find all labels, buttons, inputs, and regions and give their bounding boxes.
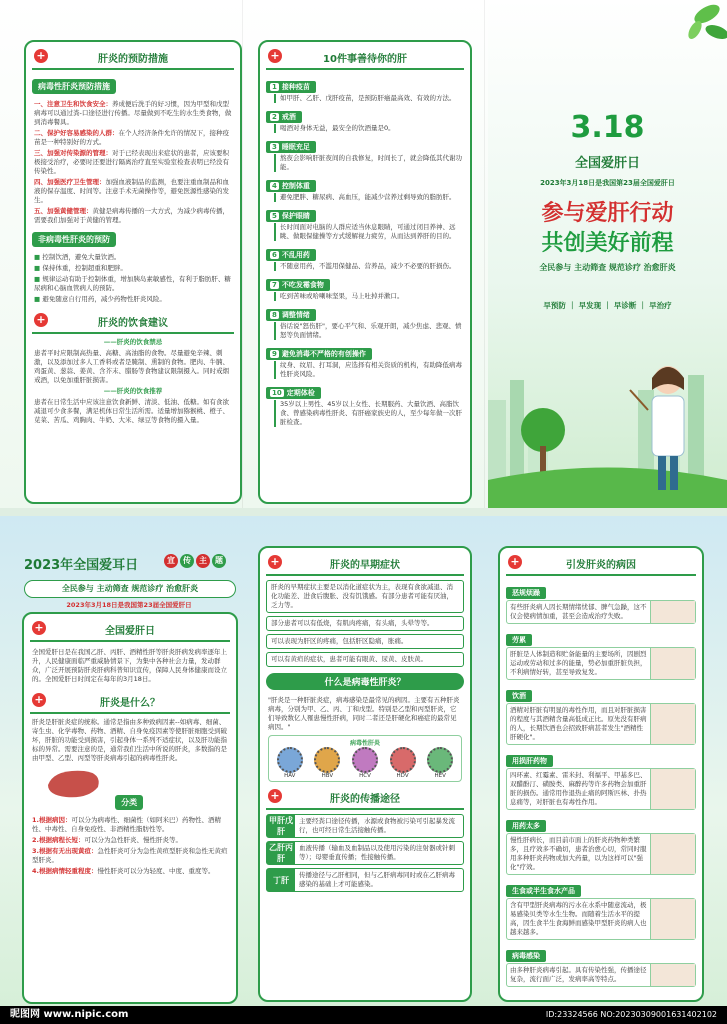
virus-row [271,747,459,779]
care-item-text: 喝酒对身体无益，最安全的饮酒量是0。 [274,124,462,133]
bullet-icon: ■ [34,264,43,272]
medical-cross-icon: + [34,49,48,63]
bullet-icon: ■ [34,275,43,283]
care-item-number: 10 [272,389,282,397]
care-item-heading [266,180,316,192]
panel-title: + 肝炎的早期症状 [266,552,464,576]
cause-row [506,600,696,624]
cause-list [500,580,702,987]
viral-hepatitis-description: "肝炎是一种肝脏炎症，病毒感染是最常见的病因。主要有五种肝炎病毒，分别为甲、乙、丙、丁和戊型。特别是乙型和丙型肝炎，它们导致数亿人罹患慢性肝病，同时二者还是肝硬化和癌症的最常见病因。" [268,696,460,731]
cause-text: 四环素、红霉素、雷米封、利福平、甲基多巴、双醋酚汀、磺胺类、麻醉药等许多药物会加重肝脏的损伤。通常用作退热止痛的阿斯匹林、扑热息痛等，对肝脏也有毒性作用。 [510,771,647,806]
classification-text: 可以分为病毒性、细菌性（如阿米巴）药物性、酒精性、中毒性、自身免疫性、非酒精性脂肪性等。 [32,816,221,833]
classification-text: 慢性肝炎可以分为轻度、中度、重度等。 [97,867,215,875]
care-item-number: 5 [272,212,277,220]
virus-label: HDV [396,773,409,779]
panel-title: + 引发肝炎的病因 [506,552,696,576]
date-title: 3.18 [570,110,645,145]
cause-heading: 用药太多 [506,820,546,832]
care-item-title: 不乱用药 [281,251,310,259]
prevention-item-heading: 三、加强对传染源的管理： [34,149,112,157]
badge-char: 主 [196,554,210,568]
care-item-heading [266,387,321,399]
medical-cross-icon: + [508,555,522,569]
section-title: + 全国爱肝日 [30,618,230,642]
prevention-item-heading: 四、加强医疗卫生管理： [34,178,106,186]
fold-line [242,0,243,508]
care-item-text: 不随意用药，不滥用保健品、营养品，减少不必要的肝损伤。 [274,262,462,271]
theme-badge [164,554,226,568]
virus-icon [314,747,340,773]
care-list [260,74,470,427]
cause-illustration [650,899,695,939]
section-heading: 非病毒性肝炎的预防 [32,232,116,247]
symptom-list [260,580,470,667]
cause-text: 肝脏是人体制造和贮备能量的主要场所，因剧烈运动或劳动和过多的能量，势必加重肝脏负担，不利病情好转，甚至导致复发。 [510,650,647,676]
care-item-text: 长时间面对电脑的人群应适当休息眼睛，可通过闭目养神、远眺、做眼保健操等方式缓解视力疲劳，从而达到养肝的目的。 [274,223,462,241]
cause-row [506,898,696,940]
care-item-heading [266,141,316,153]
medical-cross-icon: + [32,621,46,635]
classification-item [32,867,228,876]
theme-bar: 全民参与 主动筛查 规范诊疗 治愈肝炎 [24,580,236,598]
badge-char: 传 [180,554,194,568]
watermark-bar [0,1006,727,1024]
prevention-item [34,207,232,225]
badge-char: 宣 [164,554,178,568]
diet-subheading: ——肝炎的饮食推荐 [103,387,163,395]
care-item-text: 俗话说"怒伤肝"，要心平气和、乐观开朗，减少焦虑、悲观、愤怒等负面情绪。 [274,322,462,340]
classification-item [32,836,228,845]
cause-illustration [650,834,695,874]
nonviral-item-text: 规律运动有助于控制体重，增加胰岛素敏感性，有利于脂肪肝、糖尿病和心脑血管病人的预防。 [34,275,231,292]
cause-row [506,703,696,745]
slogan-line-1: 参与爱肝行动 [541,201,674,226]
care-item-heading [266,279,330,291]
virus-icon [277,747,303,773]
prevention-item-text: 在个人经济条件允许的情况下，接种疫苗是一种特别好的方式。 [34,129,229,146]
classification-text: 急性肝炎可分为急性黄疸型肝炎和急性无黄疸型肝炎。 [32,847,228,864]
cause-heading: 病毒感染 [506,950,546,962]
cause-illustration [650,704,695,744]
virus-box [268,735,462,782]
cause-illustration [650,769,695,809]
cause-text: 有些肝炎病人因长期情绪忧郁、脾气急躁，这不仅会使病情加重，甚至会造成治疗失败。 [510,603,647,620]
virus-item [352,747,378,779]
panel-title: + 肝炎的预防措施 [32,46,234,70]
classification-item [32,816,228,834]
theme-line: 全民参与 主动筛查 规范诊疗 治愈肝炎 [539,263,676,272]
nonviral-item-text: 控制饮酒，避免大量饮酒。 [42,253,121,261]
cover-panel [488,0,727,508]
classification-heading: 4.根据病情轻重程度： [32,867,98,875]
route-row [266,841,464,865]
virus-item [277,747,303,779]
virus-label: HAV [284,773,296,779]
route-row [266,814,464,838]
route-key: 丁肝 [267,869,295,891]
leaf-decoration-icon [667,0,727,60]
care-item-heading [266,210,316,222]
nonviral-item-text: 避免随意自行用药，减少药物性肝炎风险。 [42,295,166,303]
virus-icon [390,747,416,773]
medical-cross-icon: + [34,313,48,327]
badge-char: 题 [212,554,226,568]
care-item-heading [266,81,316,93]
care-item-text: 纹身、纹眉、打耳洞，应选择有相关资质的机构，有助降低病毒性肝炎风险。 [274,361,462,379]
route-text: 血液传播（输血及血制品以及使用污染的注射器或针刺等）；母婴垂直传播；性接触传播。 [299,844,455,861]
care-item-title: 调整情绪 [281,311,310,319]
cause-item [506,627,696,680]
fold-line [484,0,485,508]
cause-item [506,748,696,810]
nonviral-item [34,264,232,273]
cause-text: 含有甲型肝炎病毒的污水在水系中随意流动，极易感染贝类等水生生物。而随着生活水平的提高，因生食半生食海鲜而感染甲型肝炎的病人也越来越多。 [510,901,647,936]
care-item-title: 控制体重 [281,182,310,190]
date-line: 2023年3月18日是我国第23届全国爱肝日 [66,601,192,609]
panel-title: + 肝炎的饮食建议 [32,310,234,334]
prevention-item-heading: 五、加强黄健管理： [34,207,93,215]
intro-content [22,612,238,1004]
care-item-text: 35岁以上男性、45岁以上女性、长期服药、大量饮酒、高脂饮食、曾感染病毒性肝炎、有肝癌家族史的人，至少每年做一次肝脏检查。 [274,400,462,427]
classification-text: 可以分为急性肝炎、慢性肝炎等。 [84,836,182,844]
day-title: 全国爱肝日 [574,156,640,171]
brochure-inside [0,516,727,1006]
bullet-icon: ■ [34,253,43,261]
care-item-title: 戒酒 [281,113,296,121]
liver-care-panel [258,40,472,504]
care-item-number: 1 [272,83,277,91]
cause-heading: 生食或半生食水产品 [506,885,581,897]
cause-row [506,647,696,680]
medical-cross-icon: + [268,555,282,569]
virus-label: HBV [321,773,334,779]
cause-heading: 恶规烦躁 [506,587,546,599]
care-item-text: 避免肥胖、糖尿病、高血压，能减少营养过剩导致的脂肪肝。 [274,193,462,202]
classification-heading: 2.根据病程长短： [32,836,85,844]
diet-text: 患者平时应限制高热量、高糖、高油脂的食物。尽量避免辛辣、刺激，以及添加过多人工香料或者是腌制、熏制的食物。肥肉、牛腩、鸡蛋黄、葱蒜、姜黄、含芥末、腊肠等食物建议限制摄入。同时戒烟戒酒，以免加重肝脏损害。 [34,349,229,384]
liver-illustration [44,765,104,805]
care-item-heading [266,309,316,321]
prevention-item-text: 黄健是病毒传播的一大方式，为减少病毒传播，需要我们加强对于黄健的管理。 [34,207,229,224]
care-item-title: 避免消毒不严格的有创操作 [281,350,366,358]
panel-title: + 肝炎的传播途径 [266,786,464,810]
cause-heading: 劳累 [506,634,532,646]
cause-row [506,768,696,810]
virus-label: HEV [434,773,446,779]
prevention-item [34,129,232,147]
diet-text: 患者在日常生活中应该注意饮食新鲜、清淡、低油、低糖。如有食欲减退可少食多餐，满足机体日常生活所需。适量增加猕猴桃、橙子、苋菜、苦瓜、鸡胸肉、牛奶、大米、绿豆等食物的摄入量。 [34,398,229,424]
bullet-icon: ■ [34,295,43,303]
prevention-item-text: 对于已经表现出来症状的患者，应该要积极接受治疗，必要时还要进行隔离治疗直至实验室检查表明已经没有传染性。 [34,149,229,175]
panel-title: + 10件事善待你的肝 [266,46,464,70]
care-item-text: 吃到苦味或哈喇味坚果，马上吐掉并漱口。 [274,292,462,301]
viral-prevention-list [26,100,240,225]
virus-item [314,747,340,779]
care-item-title: 接种疫苗 [281,83,310,91]
cause-item [506,813,696,875]
route-key: 甲肝戊肝 [269,816,293,836]
aiganri-description: 全国爱肝日是在我国乙肝、丙肝、酒精性肝等肝炎肝病发病率逐年上升，人民健康面临严重威胁情景下，为集中各种社会力量，发动群众，广泛开展预防肝炎肝病科普知识宣传，保障人民身体健康而设立的。全国爱肝日时间定在每年的3月18日。 [32,648,227,683]
route-key: 乙肝丙肝 [269,843,293,863]
care-item-number: 3 [272,143,277,151]
nonviral-item [34,253,232,262]
prevention-item [34,178,232,205]
symptoms-panel [258,546,472,1002]
nonviral-item [34,275,232,293]
cause-illustration [650,964,695,986]
cause-heading: 用损肝药物 [506,755,553,767]
virus-icon [427,747,453,773]
route-list [260,814,470,892]
cause-text: 慢性肝病长，而目前市面上的肝炎药物种类繁多，且疗效多不确切，患者治愈心切，常同时服用多种肝炎药物或加大药量，以为这样可以"强化"疗效。 [510,836,647,871]
medical-cross-icon: + [32,693,46,707]
virus-item [390,747,416,779]
cause-item [506,580,696,624]
route-text: 传播途径与乙肝相同，但与乙肝病毒同时或在乙肝病毒感染的基础上才可能感染。 [299,871,455,888]
year-title: 2023年全国爱耳日 [24,558,139,573]
classification-heading: 3.根据有无出现黄疸： [32,847,98,855]
cause-illustration [650,648,695,679]
care-item-number: 6 [272,251,277,259]
care-item-heading [266,111,302,123]
cause-row [506,963,696,987]
prevention-item-heading: 二、保护好容易感染的人群： [34,129,119,137]
four-early-line: 早预防 ｜ 早发现 ｜ 早诊断 ｜ 早治疗 [543,301,672,310]
care-item-number: 8 [272,311,277,319]
classification-list [24,816,236,876]
care-item-heading [266,249,316,261]
doctor-illustration [628,360,708,500]
virus-icon [352,747,378,773]
cause-illustration [650,601,695,623]
route-text: 主要经粪口途径传播，水源或食物被污染可引起暴发流行，也可经日常生活接触传播。 [299,817,455,834]
page-gap [0,508,727,516]
nonviral-item-text: 保持体重，控制超重和肥胖。 [42,264,127,272]
care-item-text: 熬夜会影响肝脏夜间的自我修复，时间长了，就会降低其代谢功能。 [274,154,462,172]
care-item-title: 保护眼睛 [281,212,310,220]
slogan-line-2: 共创美好前程 [541,231,674,256]
cause-row [506,833,696,875]
prevention-item-text: 加强血液制品的监测，也要注重血制品和血液的保存温度、时间等。注意手术无菌操作等，避免医源性感染的发生。 [34,178,229,204]
cause-heading: 饮酒 [506,690,532,702]
care-item-heading [266,348,372,360]
classification-heading: 分类 [115,795,143,810]
care-item-title: 定期体检 [286,389,315,397]
prevention-item-heading: 一、注意卫生和饮食安全： [34,100,112,108]
date-line: 2023年3月18日是我国第23届全国爱肝日 [540,179,675,187]
prevention-item [34,149,232,176]
question-bar: 什么是病毒性肝炎？ [266,673,464,690]
brochure-outside [0,0,727,508]
symptom-item: 可以有黄疸的症状，患者可能有眼黄、尿黄、皮肤黄。 [266,652,464,667]
virus-label: HCV [359,773,371,779]
symptom-item: 可以表现为肝区的疼痛，包括肝区隐痛，胀痛。 [266,634,464,649]
classification-item [32,847,228,865]
virus-box-title: 病毒性肝炎 [349,740,380,747]
care-item-title: 不吃发霉食物 [281,281,324,289]
medical-cross-icon: + [268,49,282,63]
cause-item [506,683,696,745]
cause-text: 酒精对肝脏有明显的毒性作用，而且对肝脏损害的程度与其酒精含量高低成正比。原先没有肝病的人，长期饮酒也会招致肝病甚者发生"酒精性肝硬化"。 [510,706,647,741]
symptom-item: 肝炎的早期症状主要是以消化道症状为主，表现有食欲减退、消化功能差、进食后腹胀、没有饥饿感。有部分患者可能有厌油，乏力等。 [266,580,464,613]
prevention-item [34,100,232,127]
classification-heading: 1.根据病因： [32,816,72,824]
medical-cross-icon: + [268,789,282,803]
route-row [266,868,464,892]
cause-item [506,943,696,987]
hepatitis-description: 肝炎是肝脏炎症的统称。通常是指由多种致病因素--如病毒、细菌、寄生虫、化学毒物、药物、酒精、自身免疫因素等使肝脏细胞受到破坏，肝脏的功能受到损害，引起身体一系列不适症状，以及肝功能指标的异常。需要注意的是，通常我们生活中所说的肝炎，多数指的是由甲型、乙型、丙型等肝炎病毒引起的病毒性肝炎。 [32,718,227,762]
intro-panel [18,520,240,1002]
cause-item [506,878,696,940]
care-item-title: 睡眠充足 [281,143,310,151]
care-item-number: 4 [272,182,277,190]
cause-text: 由多种肝炎病毒引起。具有传染性强，传播途径复杂，流行面广泛，发病率高等特点。 [510,966,647,983]
symptom-item: 部分患者可以有低烧，有肌肉疼痛，有头痛，头晕等等。 [266,616,464,631]
nonviral-item [34,295,232,304]
prevention-item-text: 养成便后洗手的好习惯，因为甲型和戊型病毒可以通过粪-口途径进行传播。尽量做到不吃生的水生类食物，做到消毒餐具。 [34,100,232,126]
care-item-number: 2 [272,113,277,121]
nonviral-prevention-list [26,253,240,304]
watermark-id: ID:23324566 NO:20230309001631402102 [545,1010,717,1019]
diet-subheading: ——肝炎的饮食禁忌 [103,338,163,346]
virus-item [427,747,453,779]
section-heading: 病毒性肝炎预防措施 [32,79,116,94]
section-title: + 肝炎是什么？ [30,690,230,714]
watermark-logo: 昵图网 www.nipic.com [10,1009,129,1020]
care-item-number: 9 [272,350,277,358]
prevention-panel [24,40,242,504]
care-item-text: 如甲肝、乙肝、戊肝疫苗，是预防肝癌最高效、有效的方法。 [274,94,462,103]
care-item-number: 7 [272,281,277,289]
causes-panel [498,546,704,1002]
